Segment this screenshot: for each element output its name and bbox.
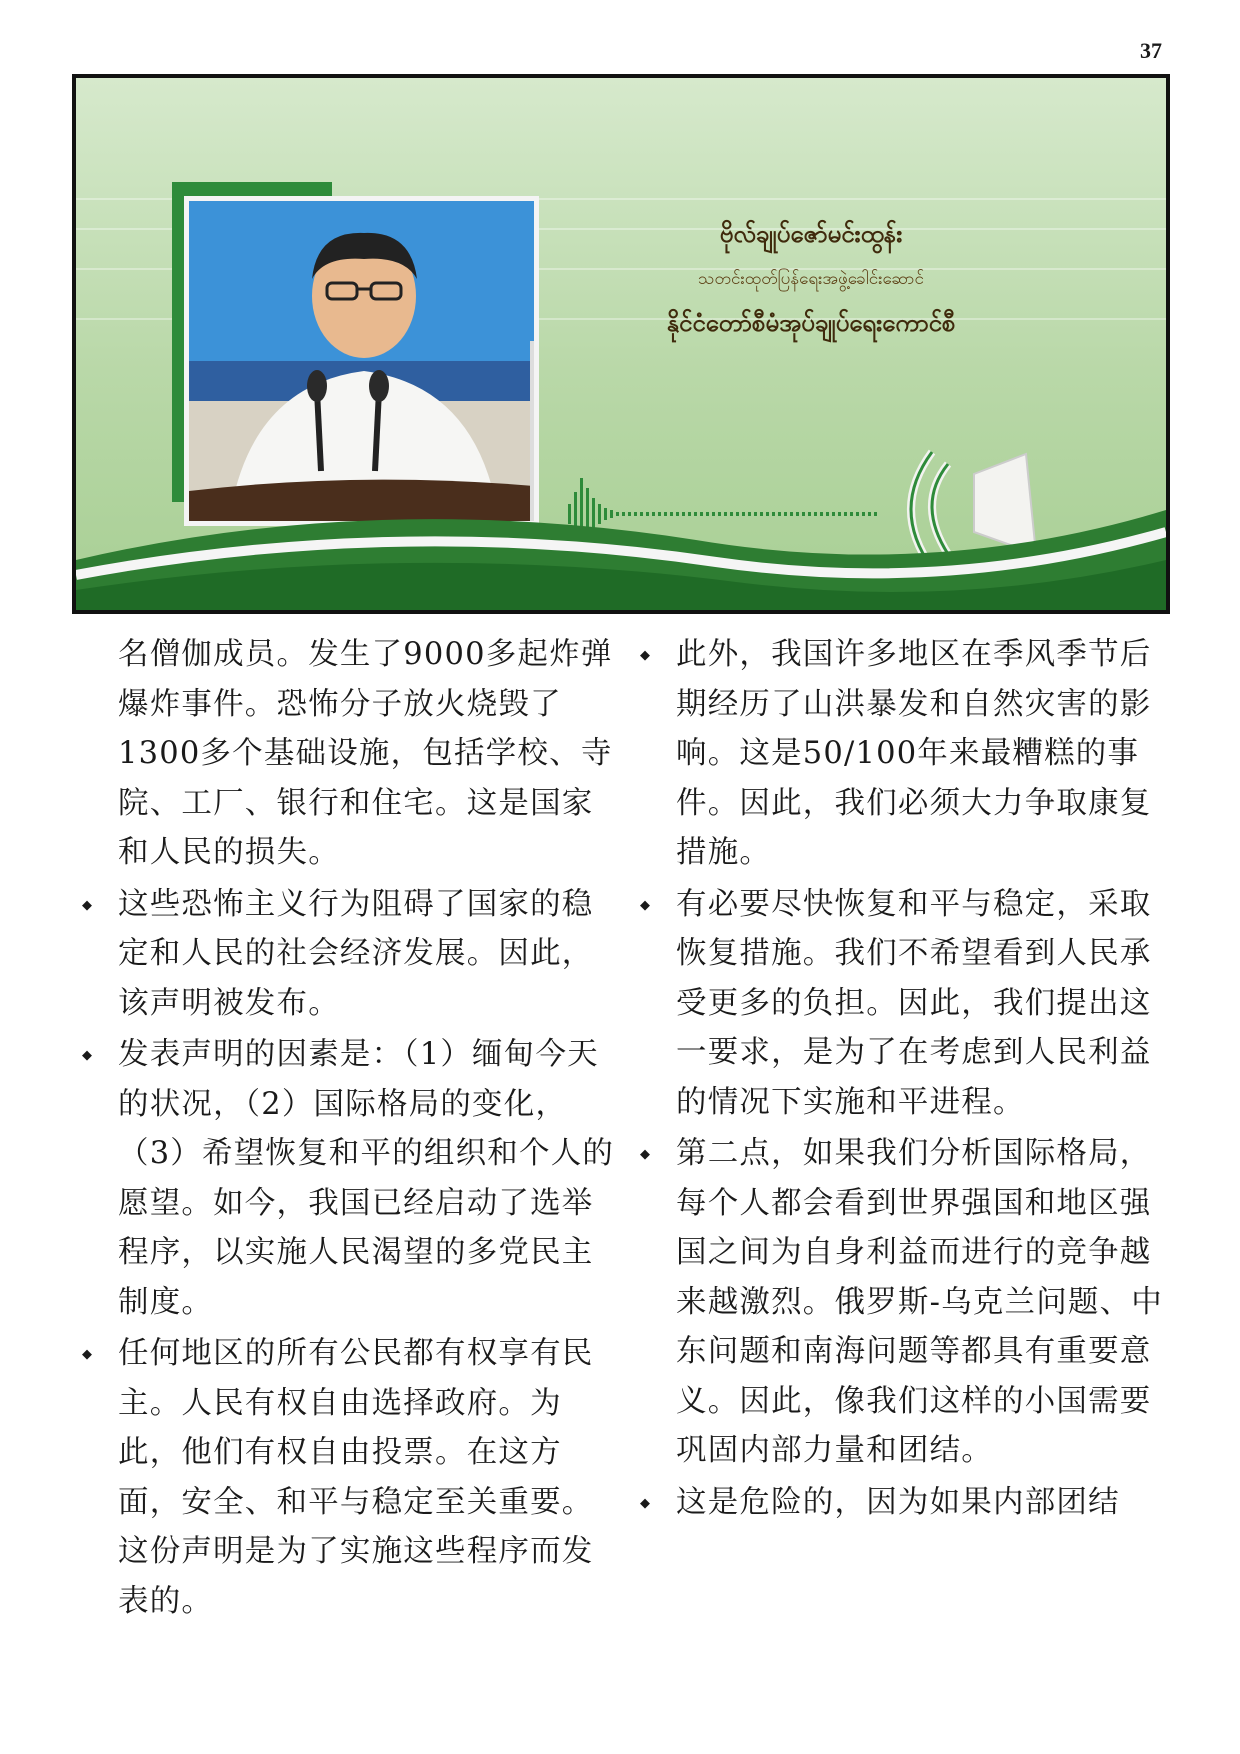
bullet-paragraph: ◆ 这些恐怖主义行为阻碍了国家的稳定和人民的社会经济发展。因此，该声明被发布。 (118, 880, 618, 1029)
green-swoosh-decoration (76, 470, 1166, 610)
banner-caption (596, 218, 1026, 343)
banner-name-line: ဗိုလ်ချုပ်ဇော်မင်းထွန်း (719, 220, 903, 248)
bullet-paragraph: ◆ 此外，我国许多地区在季风季节后期经历了山洪暴发和自然灾害的影响。这是50/100年来最糟糕的事件。因此，我们必须大力争取康复措施。 (676, 630, 1176, 878)
header-banner-image (72, 74, 1170, 614)
bullet-paragraph: ◆ 任何地区的所有公民都有权享有民主。人民有权自由选择政府。为此，他们有权自由投票。在这方面，安全、和平与稳定至关重要。这份声明是为了实施这些程序而发表的。 (118, 1329, 618, 1626)
bullet-paragraph: ◆ 第二点，如果我们分析国际格局，每个人都会看到世界强国和地区强国之间为自身利益而进行的竞争越来越激烈。俄罗斯-乌克兰问题、中东问题和南海问题等都具有重要意义。因此，像我们这样的小国需要巩固内部力量和团结。 (676, 1129, 1176, 1476)
banner-council-line: နိုင်ငံတော်စီမံအုပ်ချုပ်ရေးကောင်စီ (666, 309, 956, 337)
paragraph-continued: 名僧伽成员。发生了9000多起炸弹爆炸事件。恐怖分子放火烧毁了1300多个基础设施，包括学校、寺院、工厂、银行和住宅。这是国家和人民的损失。 (118, 637, 613, 870)
bullet-paragraph: ◆ 有必要尽快恢复和平与稳定，采取恢复措施。我们不希望看到人民承受更多的负担。因此，我们提出这一要求，是为了在考虑到人民利益的情况下实施和平进程。 (676, 880, 1176, 1128)
left-text-column (118, 630, 618, 1628)
bullet-paragraph: ◆ 这是危险的，因为如果内部团结 (676, 1478, 1176, 1528)
bullet-paragraph: ◆ 发表声明的因素是：（1）缅甸今天的状况，（2）国际格局的变化，（3）希望恢复和平的组织和个人的愿望。如今，我国已经启动了选举程序，以实施人民渴望的多党民主制度。 (118, 1030, 618, 1327)
banner-role-line: သတင်းထုတ်ပြန်ရေးအဖွဲ့ခေါင်းဆောင် (698, 269, 924, 289)
page-number: 37 (1140, 38, 1162, 63)
right-text-column (676, 630, 1176, 1529)
